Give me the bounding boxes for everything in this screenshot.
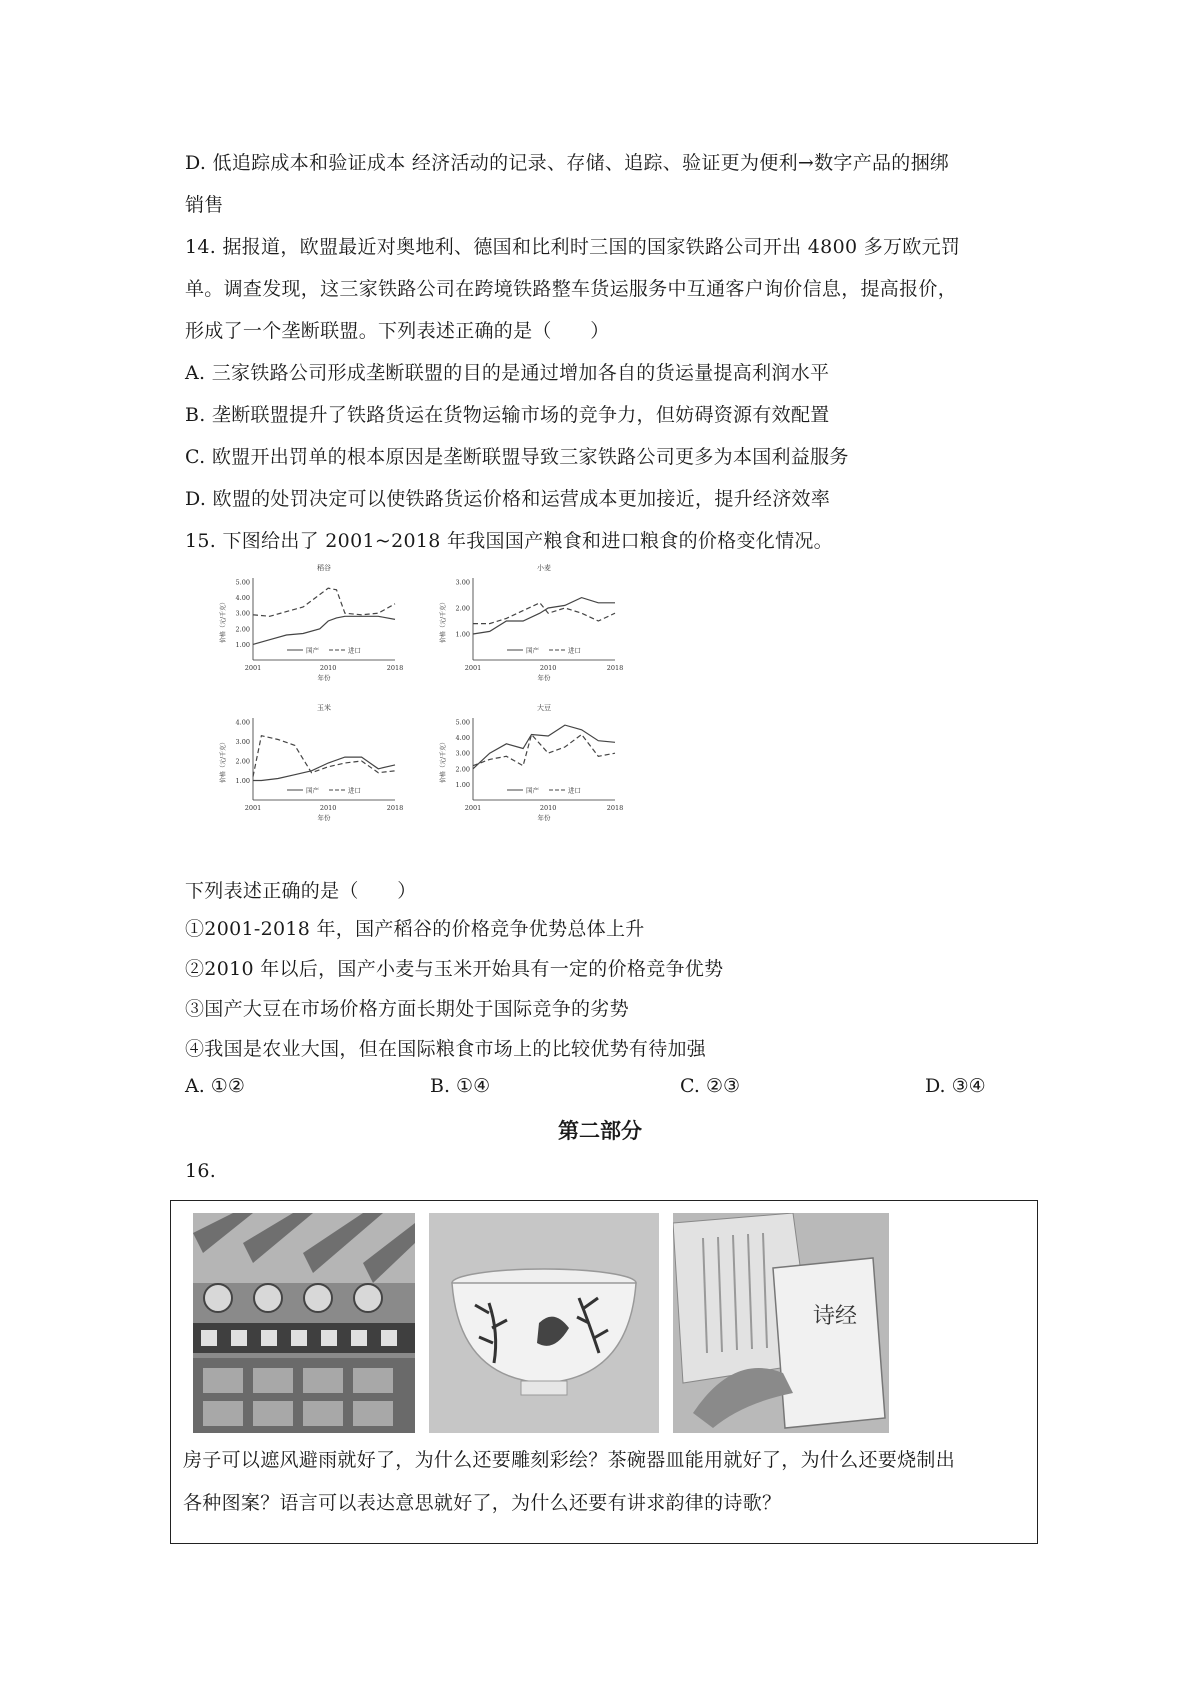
q14-stem-line2: 单。调查发现，这三家铁路公司在跨境铁路整车货运服务中互通客户询价信息，提高报价， [185,278,958,300]
y-axis-label: 价格（元/千克） [440,738,447,784]
x-tick-label: 2018 [386,664,404,672]
q14-option-c: C. 欧盟开出罚单的根本原因是垄断联盟导致三家铁路公司更多为本国利益服务 [185,446,849,468]
legend-label: 国产 [306,646,319,655]
q15-option-c: C. ②③ [680,1075,741,1097]
y-tick-label: 2.00 [235,625,250,634]
x-tick-label: 2018 [386,804,404,812]
q15-option-a: A. ①② [185,1075,245,1097]
legend-label: 国产 [306,786,319,795]
y-tick-label: 1.00 [235,640,250,649]
x-tick-label: 2018 [606,664,624,672]
y-tick-label: 2.00 [455,765,470,774]
legend-label: 进口 [568,786,581,795]
x-axis-label: 年份 [317,814,331,822]
series-line-国产 [253,616,395,644]
q16-material-box [170,1200,1038,1544]
q16-number: 16. [185,1160,217,1182]
y-tick-label: 2.00 [455,604,470,613]
legend-label: 进口 [568,646,581,655]
x-tick-label: 2001 [244,804,262,812]
series-line-进口 [253,736,395,777]
q13-option-d-line2: 销售 [185,194,224,216]
q15-statement-2: ②2010 年以后，国产小麦与玉米开始具有一定的价格竞争优势 [185,958,724,980]
y-tick-label: 3.00 [235,609,250,618]
y-tick-label: 3.00 [455,749,470,758]
y-tick-label: 4.00 [235,718,250,727]
y-axis-label: 价格（元/千克） [220,598,227,644]
q16-text-line1: 房子可以遮风避雨就好了，为什么还要雕刻彩绘？茶碗器皿能用就好了，为什么还要烧制出 [183,1449,956,1471]
q15-prompt: 下列表述正确的是（ ） [185,880,417,902]
y-tick-label: 2.00 [235,757,250,766]
chart-title: 稻谷 [317,564,331,572]
decorated-bowl-photo [429,1213,659,1433]
series-line-国产 [473,598,615,634]
x-tick-label: 2010 [319,664,337,672]
x-tick-label: 2018 [606,804,624,812]
q13-option-d-line1: D. 低追踪成本和验证成本 经济活动的记录、存储、追踪、验证更为便利→数字产品的捆绑 [185,152,950,174]
y-tick-label: 3.00 [235,738,250,746]
legend-label: 国产 [526,786,539,795]
q15-option-d: D. ③④ [925,1075,986,1097]
y-tick-label: 1.00 [455,630,470,639]
legend-label: 进口 [348,646,361,655]
chart-wheat [435,560,645,690]
painted-eaves-photo [193,1213,415,1433]
chart-title: 小麦 [537,564,551,572]
poetry-book-title: 诗经 [813,1304,858,1329]
q15-statement-1: ①2001-2018 年，国产稻谷的价格竞争优势总体上升 [185,918,645,940]
y-axis-label: 价格（元/千克） [440,598,447,644]
q14-option-a: A. 三家铁路公司形成垄断联盟的目的是通过增加各自的货运量提高利润水平 [185,362,830,384]
x-axis-label: 年份 [317,674,331,682]
x-tick-label: 2010 [539,804,557,812]
q15-statement-3: ③国产大豆在市场价格方面长期处于国际竞争的劣势 [185,998,629,1020]
legend-label: 进口 [348,786,361,795]
y-axis-label: 价格（元/千克） [220,738,227,784]
y-tick-label: 5.00 [455,718,470,727]
q14-option-d: D. 欧盟的处罚决定可以使铁路货运价格和运营成本更加接近，提升经济效率 [185,488,831,510]
poetry-book-photo [673,1213,889,1433]
chart-title: 大豆 [537,704,551,712]
q14-stem-line3: 形成了一个垄断联盟。下列表述正确的是（ ） [185,320,610,342]
q14-stem-line1: 14. 据报道，欧盟最近对奥地利、德国和比利时三国的国家铁路公司开出 4800 多万欧元罚 [185,236,961,258]
legend-label: 国产 [526,646,539,655]
series-line-进口 [253,588,395,616]
x-axis-label: 年份 [537,814,551,822]
grain-price-charts [215,560,655,830]
x-axis-label: 年份 [537,674,551,682]
y-tick-label: 1.00 [455,780,470,789]
y-tick-label: 3.00 [455,578,470,587]
q14-option-b: B. 垄断联盟提升了铁路货运在货物运输市场的竞争力，但妨碍资源有效配置 [185,404,830,426]
y-tick-label: 1.00 [235,777,250,785]
x-tick-label: 2010 [319,804,337,812]
part-two-title: 第二部分 [558,1119,642,1143]
y-tick-label: 4.00 [235,594,250,603]
chart-corn [215,700,425,830]
chart-rice [215,560,425,690]
chart-soybean [435,700,645,830]
x-tick-label: 2010 [539,664,557,672]
y-tick-label: 4.00 [455,734,470,743]
chart-title: 玉米 [317,704,331,712]
q15-stem: 15. 下图给出了 2001~2018 年我国国产粮食和进口粮食的价格变化情况。 [185,530,833,552]
series-line-进口 [473,603,615,624]
x-tick-label: 2001 [464,804,482,812]
y-tick-label: 5.00 [235,578,250,587]
q15-statement-4: ④我国是农业大国，但在国际粮食市场上的比较优势有待加强 [185,1038,707,1060]
q16-text-line2: 各种图案？语言可以表达意思就好了，为什么还要有讲求韵律的诗歌？ [183,1492,782,1514]
x-tick-label: 2001 [244,664,262,672]
x-tick-label: 2001 [464,664,482,672]
series-line-国产 [473,725,615,769]
q15-option-b: B. ①④ [430,1075,491,1097]
